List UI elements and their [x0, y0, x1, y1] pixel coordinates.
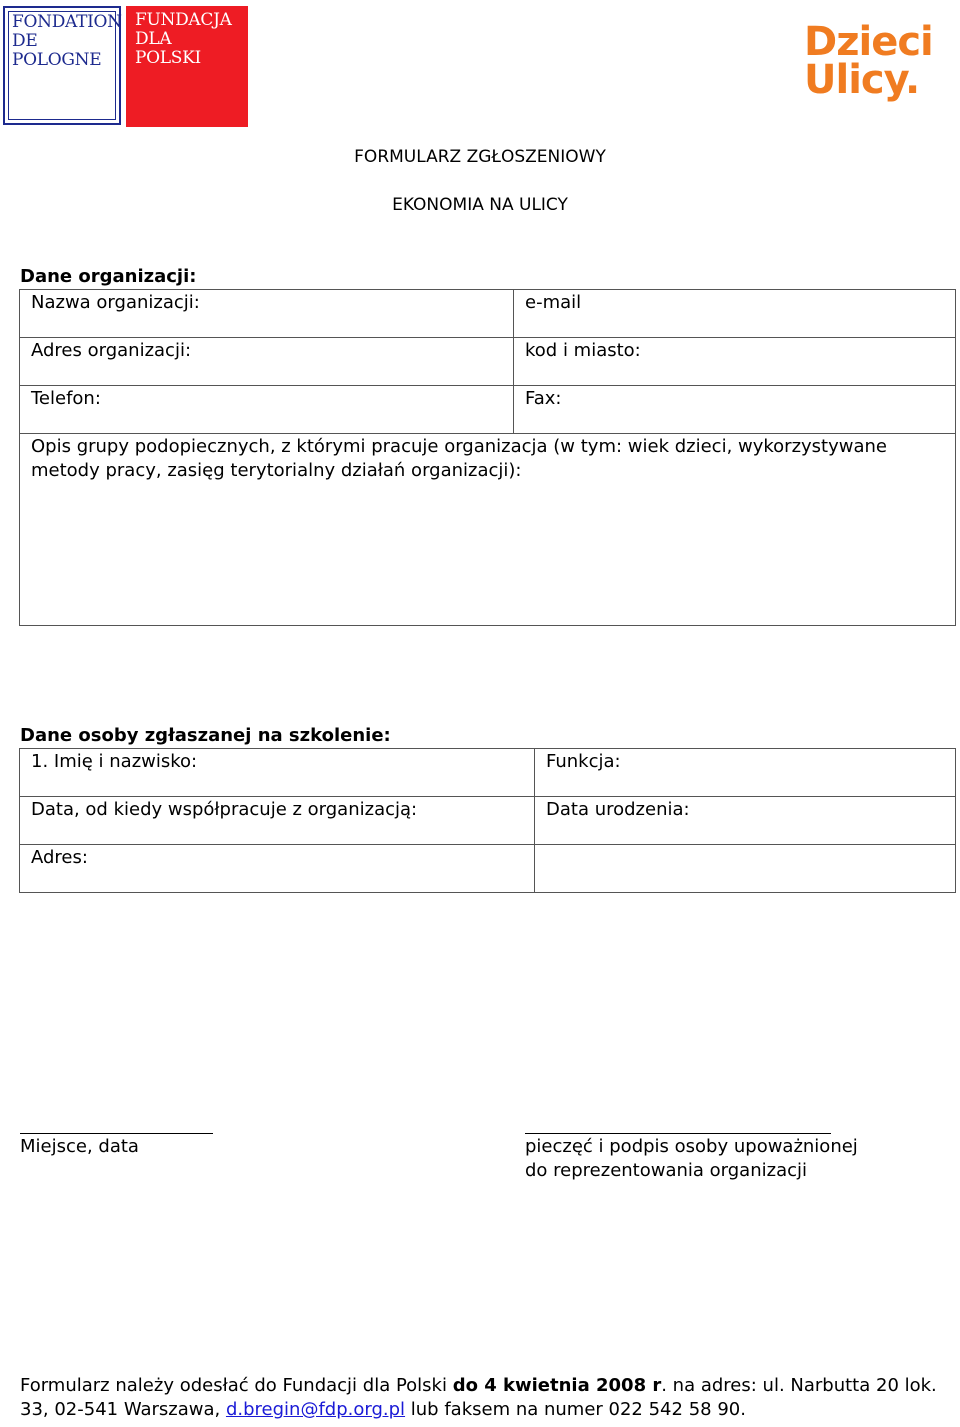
logo-line: DE [12, 31, 38, 51]
participant-table [19, 748, 956, 893]
fundacja-logo-block [126, 6, 248, 127]
footer-text-after: lub faksem na numer 022 542 58 90. [405, 1399, 746, 1420]
org-phone-field[interactable] [20, 386, 514, 434]
participant-cooperation-label: Data, od kiedy współpracuje z organizacją: [31, 799, 418, 820]
org-postal-city-label: kod i miasto: [525, 340, 641, 361]
form-title: FORMULARZ ZGŁOSZENIOWY [354, 147, 606, 167]
logo-line: Dzieci [804, 19, 933, 65]
org-fax-label: Fax: [525, 388, 562, 409]
participant-birth-date-label: Data urodzenia: [546, 799, 690, 820]
participant-name-field[interactable] [20, 749, 535, 797]
participant-birth-date-field[interactable] [535, 797, 956, 845]
participant-extra-field[interactable] [535, 845, 956, 893]
logo-line: POLSKI [135, 48, 201, 68]
org-email-field[interactable] [514, 290, 956, 338]
org-postal-city-field[interactable] [514, 338, 956, 386]
footer-email-link[interactable]: d.bregin@fdp.org.pl [225, 1399, 406, 1420]
participant-name-label: 1. Imię i nazwisko: [31, 751, 198, 772]
signature-label-line1: pieczęć i podpis osoby upoważnionej [525, 1136, 858, 1157]
logo-line: FONDATION [12, 12, 122, 32]
org-fax-field[interactable] [514, 386, 956, 434]
signature-line [525, 1133, 831, 1134]
fundacja-dla-polski-logo [3, 6, 248, 127]
organization-section-title: Dane organizacji: [20, 266, 197, 287]
participant-cooperation-field[interactable] [20, 797, 535, 845]
place-date-label: Miejsce, data [20, 1136, 139, 1157]
place-date-line [20, 1133, 213, 1134]
participant-function-field[interactable] [535, 749, 956, 797]
footer-text-before: Formularz należy odesłać do Fundacji dla Polski [20, 1375, 453, 1396]
participant-function-label: Funkcja: [546, 751, 621, 772]
signature-label [525, 1135, 858, 1183]
logo-line: DLA [135, 29, 172, 49]
footer-text-middle: . na adres: ul. Narbutta 20 lok. 33, 02-541 Warszawa, [20, 1375, 937, 1420]
footer-deadline: do 4 kwietnia 2008 r [452, 1375, 662, 1396]
participant-address-field[interactable] [20, 845, 535, 893]
organization-table [19, 289, 956, 626]
org-description-field[interactable] [20, 434, 956, 626]
fondation-de-pologne-logo [3, 6, 121, 125]
participant-address-label: Adres: [31, 847, 88, 868]
org-phone-label: Telefon: [31, 388, 101, 409]
participant-section-title: Dane osoby zgłaszanej na szkolenie: [20, 725, 391, 746]
logo-line: Ulicy. [804, 57, 920, 103]
org-name-label: Nazwa organizacji: [31, 292, 200, 313]
org-description-label: Opis grupy podopiecznych, z którymi pracuje organizacja (w tym: wiek dzieci, wykorzystywane metody pracy, zasięg terytorialny działań organizacji): [31, 436, 888, 481]
form-subtitle: EKONOMIA NA ULICY [392, 195, 568, 215]
org-address-label: Adres organizacji: [31, 340, 192, 361]
signature-label-line2: do reprezentowania organizacji [525, 1160, 807, 1181]
footer-note [20, 1374, 950, 1422]
org-address-field[interactable] [20, 338, 514, 386]
logo-line: POLOGNE [12, 50, 102, 70]
dzieci-ulicy-logo [800, 14, 948, 112]
org-email-label: e-mail [525, 292, 582, 313]
logo-line: FUNDACJA [135, 10, 232, 30]
org-name-field[interactable] [20, 290, 514, 338]
